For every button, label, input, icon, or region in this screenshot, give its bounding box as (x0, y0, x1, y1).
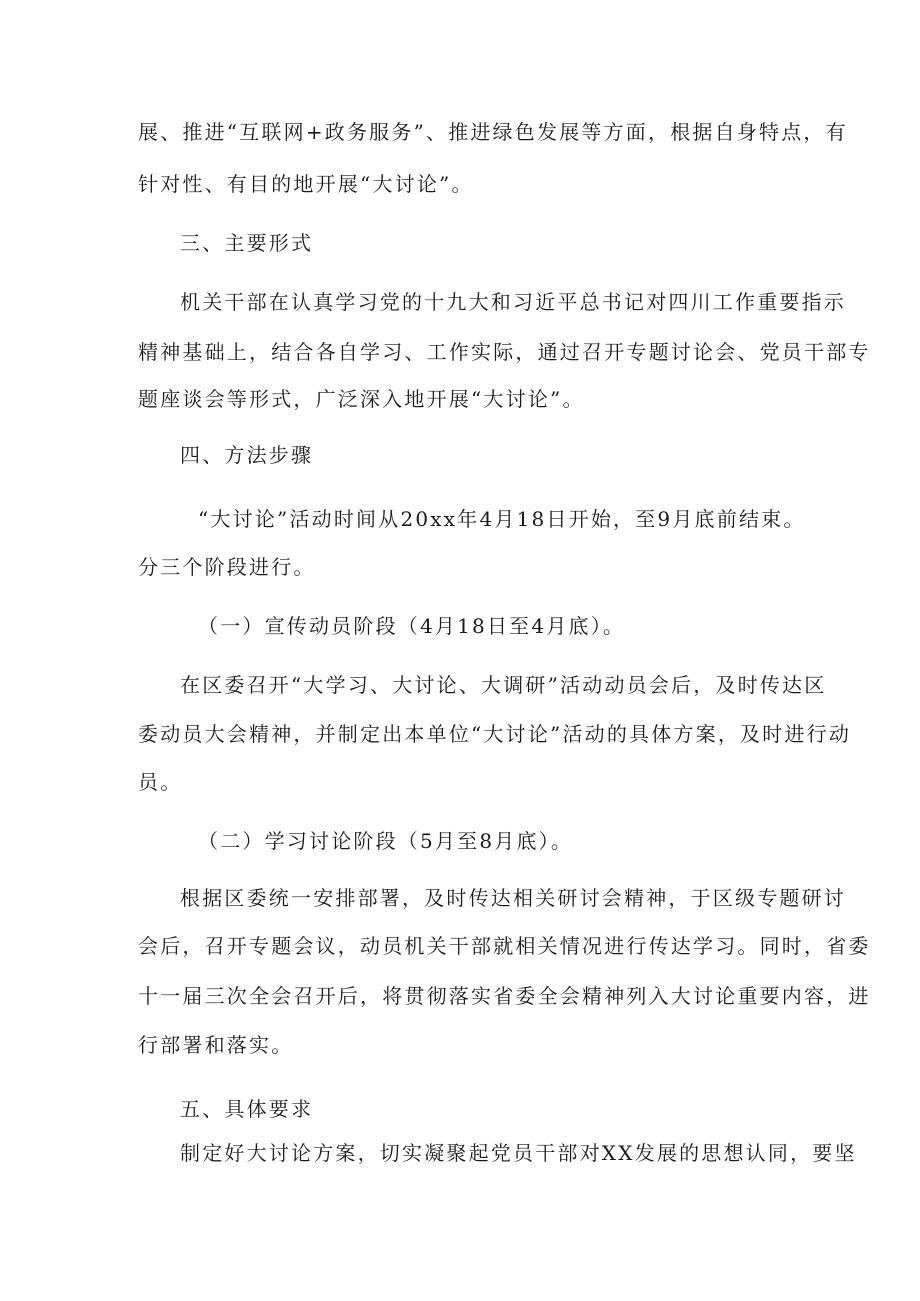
paragraph-line: “大讨论”活动时间从20xx年4月18日开始，至9月底前结束。 (198, 507, 806, 531)
paragraph-line: 员。 (138, 770, 183, 794)
subsection-heading: （二）学习讨论阶段（5月至8月底）。 (198, 829, 574, 853)
paragraph-line: 委动员大会精神，并制定出本单位“大讨论”活动的具体方案，及时进行动 (138, 722, 852, 746)
paragraph-line: 机关干部在认真学习党的十九大和习近平总书记对四川工作重要指示 (180, 290, 846, 314)
paragraph-line: 行部署和落实。 (138, 1033, 294, 1057)
paragraph-line: 会后，召开专题会议，动员机关干部就相关情况进行传达学习。同时，省委 (138, 934, 871, 958)
paragraph-line: 精神基础上，结合各自学习、工作实际，通过召开专题讨论会、党员干部专 (138, 340, 871, 364)
section-heading: 五、具体要求 (180, 1097, 314, 1121)
subsection-heading: （一）宣传动员阶段（4月18日至4月底）。 (198, 614, 626, 638)
paragraph-line: 制定好大讨论方案，切实凝聚起党员干部对XX发展的思想认同，要坚 (180, 1141, 857, 1165)
paragraph-line: 分三个阶段进行。 (138, 555, 316, 579)
paragraph-line: 题座谈会等形式，广泛深入地开展“大讨论”。 (138, 387, 585, 411)
section-heading: 四、方法步骤 (180, 443, 314, 467)
paragraph-line: 展、推进“互联网+政务服务”、推进绿色发展等方面，根据自身特点，有 (138, 120, 848, 144)
paragraph-line: 在区委召开“大学习、大讨论、大调研”活动动员会后，及时传达区 (180, 673, 827, 697)
paragraph-line: 十一届三次全会召开后，将贯彻落实省委全会精神列入大讨论重要内容，进 (138, 984, 871, 1008)
paragraph-line: 针对性、有目的地开展“大讨论”。 (138, 172, 474, 196)
paragraph-line: 根据区委统一安排部署，及时传达相关研讨会精神，于区级专题研讨 (180, 886, 846, 910)
section-heading: 三、主要形式 (180, 231, 314, 255)
